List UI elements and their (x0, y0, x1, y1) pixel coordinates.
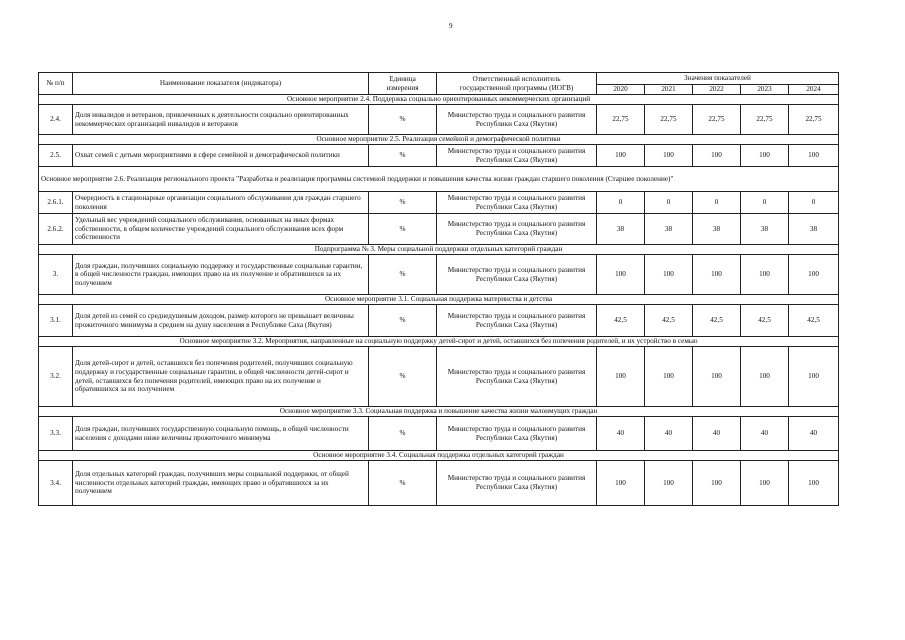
value-cell: 42,5 (645, 305, 693, 337)
value-cell: 100 (693, 347, 741, 407)
table-row (39, 461, 839, 506)
header-num: № п/п (39, 73, 73, 95)
value-cell: 100 (741, 347, 789, 407)
value-cell: 100 (693, 145, 741, 167)
unit: % (369, 417, 437, 451)
value-cell: 100 (789, 145, 839, 167)
header-year: 2021 (645, 85, 693, 95)
row-number: 2.6.1. (39, 192, 73, 214)
value-cell: 100 (693, 461, 741, 506)
responsible-executor: Министерство труда и социального развития Республики Саха (Якутия) (437, 105, 597, 135)
section-row (39, 337, 839, 347)
value-cell: 100 (741, 145, 789, 167)
section-row (39, 295, 839, 305)
header-name: Наименование показателя (индикатора) (73, 73, 369, 95)
unit: % (369, 461, 437, 506)
table-row (39, 305, 839, 337)
row-number: 2.4. (39, 105, 73, 135)
value-cell: 40 (693, 417, 741, 451)
unit: % (369, 105, 437, 135)
indicator-name: Доля граждан, получивших социальную поддержку и государственные социальные гарантии, в общей численности граждан, имеющих право на их получение и обратившихся за их получением (73, 255, 369, 295)
value-cell: 42,5 (597, 305, 645, 337)
indicator-name: Удельный вес учреждений социального обслуживания, основанных на иных формах собственности, в общем количестве учреждений социального обслуживания всех форм собственности (73, 214, 369, 245)
value-cell: 42,5 (789, 305, 839, 337)
value-cell: 40 (789, 417, 839, 451)
indicator-name: Охват семей с детьми мероприятиями в сфере семейной и демографической политики (73, 145, 369, 167)
value-cell: 40 (597, 417, 645, 451)
value-cell: 38 (597, 214, 645, 245)
table-row (39, 145, 839, 167)
section-row (39, 245, 839, 255)
value-cell: 38 (645, 214, 693, 245)
responsible-executor: Министерство труда и социального развития Республики Саха (Якутия) (437, 214, 597, 245)
row-number: 3.4. (39, 461, 73, 506)
value-cell: 0 (741, 192, 789, 214)
section-title: Основное мероприятие 3.2. Мероприятия, направленные на социальную поддержку детей-сирот и детей, оставшихся без попечения родителей, и их устройство в семью (39, 337, 839, 347)
value-cell: 0 (693, 192, 741, 214)
page-number: 9 (449, 22, 453, 30)
section-title: Основное мероприятие 2.4. Поддержка социально ориентированных некоммерческих организаций (39, 95, 839, 105)
responsible-executor: Министерство труда и социального развития Республики Саха (Якутия) (437, 255, 597, 295)
row-number: 2.6.2. (39, 214, 73, 245)
section-title: Основное мероприятие 3.1. Социальная поддержка материнства и детства (39, 295, 839, 305)
value-cell: 42,5 (741, 305, 789, 337)
value-cell: 100 (645, 347, 693, 407)
table-row (39, 192, 839, 214)
value-cell: 100 (645, 461, 693, 506)
header-unit (369, 73, 437, 95)
indicator-name: Доля инвалидов и ветеранов, привлеченных к деятельности социально ориентированных некоммерческих организаций инвалидов и ветеранов (73, 105, 369, 135)
header-resp-line2: государственной программы (ИОГВ) (459, 83, 574, 92)
indicator-name: Доля детей из семей со среднедушевым доходом, размер которого не превышает величины прожиточного минимума в среднем на душу населения в Республике Саха (Якутия) (73, 305, 369, 337)
value-cell: 40 (645, 417, 693, 451)
unit: % (369, 214, 437, 245)
responsible-executor: Министерство труда и социального развития Республики Саха (Якутия) (437, 461, 597, 506)
header-year: 2023 (741, 85, 789, 95)
value-cell: 22,75 (597, 105, 645, 135)
table-row (39, 255, 839, 295)
table-row (39, 347, 839, 407)
indicator-name: Доля граждан, получивших государственную социальную помощь, в общей численности населения с доходами ниже величины прожиточного минимума (73, 417, 369, 451)
header-values: Значения показателей (597, 73, 839, 85)
value-cell: 100 (597, 255, 645, 295)
indicator-name: Доля детей-сирот и детей, оставшихся без попечения родителей, получивших социальную поддержку и государственные социальные гарантии, в общей численности детей-сирот и детей, оставшихся без попечения родителей, имеющих право на их получение и обратившихся за их получением (73, 347, 369, 407)
responsible-executor: Министерство труда и социального развития Республики Саха (Якутия) (437, 145, 597, 167)
value-cell: 100 (645, 255, 693, 295)
header-year: 2020 (597, 85, 645, 95)
row-number: 3.1. (39, 305, 73, 337)
table-row (39, 105, 839, 135)
value-cell: 0 (597, 192, 645, 214)
value-cell: 100 (597, 347, 645, 407)
indicator-name: Доля отдельных категорий граждан, получивших меры социальной поддержки, от общей численности отдельных категорий граждан, имеющих право и обратившихся за их получением (73, 461, 369, 506)
section-row (39, 135, 839, 145)
table-body (39, 95, 839, 506)
header-year: 2024 (789, 85, 839, 95)
value-cell: 100 (645, 145, 693, 167)
value-cell: 22,75 (789, 105, 839, 135)
header-responsible (437, 73, 597, 95)
value-cell: 22,75 (741, 105, 789, 135)
responsible-executor: Министерство труда и социального развития Республики Саха (Якутия) (437, 417, 597, 451)
value-cell: 38 (789, 214, 839, 245)
unit: % (369, 305, 437, 337)
section-row (39, 451, 839, 461)
row-number: 3. (39, 255, 73, 295)
table-row (39, 214, 839, 245)
value-cell: 100 (741, 255, 789, 295)
section-title: Подпрограмма № 3. Меры социальной поддержки отдельных категорий граждан (39, 245, 839, 255)
value-cell: 40 (741, 417, 789, 451)
section-title: Основное мероприятие 3.3. Социальная поддержка и повышение качества жизни малоимущих граждан (39, 407, 839, 417)
value-cell: 42,5 (693, 305, 741, 337)
value-cell: 0 (645, 192, 693, 214)
section-row (39, 167, 839, 192)
value-cell: 22,75 (693, 105, 741, 135)
value-cell: 100 (693, 255, 741, 295)
value-cell: 100 (597, 461, 645, 506)
row-number: 3.2. (39, 347, 73, 407)
section-title: Основное мероприятие 2.5. Реализация семейной и демографической политики (39, 135, 839, 145)
row-number: 3.3. (39, 417, 73, 451)
value-cell: 100 (789, 255, 839, 295)
header-unit-line2: измерения (386, 83, 419, 92)
value-cell: 22,75 (645, 105, 693, 135)
header-unit-line1: Единица (389, 74, 416, 83)
value-cell: 100 (789, 347, 839, 407)
value-cell: 100 (789, 461, 839, 506)
indicator-name: Очередность в стационарные организации социального обслуживания для граждан старшего поколения (73, 192, 369, 214)
section-title: Основное мероприятие 2.6. Реализация регионального проекта "Разработка и реализация программы системной поддержки и повышения качества жизни граждан старшего поколения (Старшее поколение)" (39, 167, 839, 192)
value-cell: 100 (597, 145, 645, 167)
header-resp-line1: Ответственный исполнитель (472, 74, 561, 83)
header-year: 2022 (693, 85, 741, 95)
section-row (39, 407, 839, 417)
value-cell: 0 (789, 192, 839, 214)
section-title: Основное мероприятие 3.4. Социальная поддержка отдельных категорий граждан (39, 451, 839, 461)
row-number: 2.5. (39, 145, 73, 167)
value-cell: 38 (741, 214, 789, 245)
indicators-table (38, 72, 839, 506)
unit: % (369, 347, 437, 407)
responsible-executor: Министерство труда и социального развития Республики Саха (Якутия) (437, 192, 597, 214)
value-cell: 38 (693, 214, 741, 245)
responsible-executor: Министерство труда и социального развития Республики Саха (Якутия) (437, 347, 597, 407)
unit: % (369, 145, 437, 167)
section-row (39, 95, 839, 105)
responsible-executor: Министерство труда и социального развития Республики Саха (Якутия) (437, 305, 597, 337)
value-cell: 100 (741, 461, 789, 506)
unit: % (369, 255, 437, 295)
unit: % (369, 192, 437, 214)
table-row (39, 417, 839, 451)
